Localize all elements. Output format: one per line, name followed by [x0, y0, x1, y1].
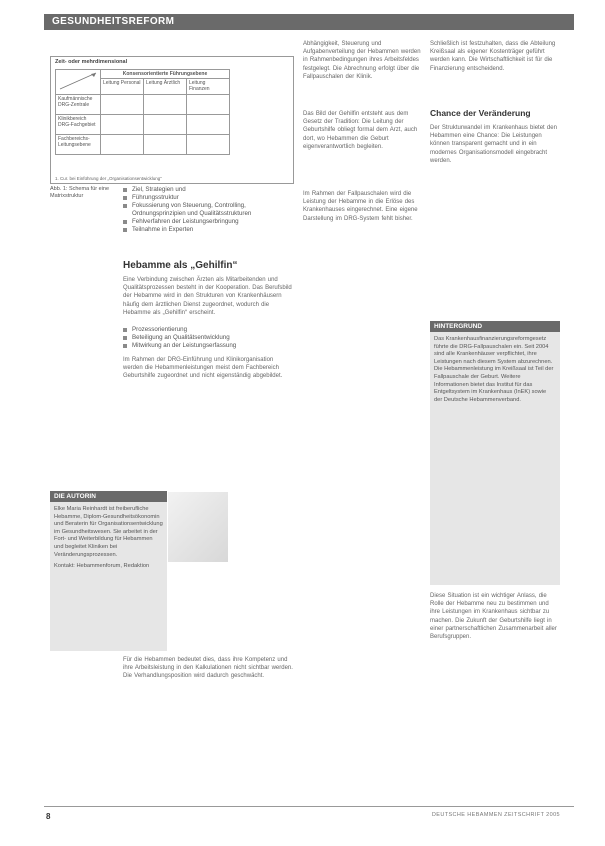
matrix-col-header: Leitung Finanzen [187, 79, 230, 95]
bullet-item: Mitwirkung an der Leistungserfassung [123, 342, 295, 350]
matrix-corner [56, 70, 101, 95]
figure-title: Zeit- oder mehrdimensional [55, 59, 128, 65]
bullet-list [123, 186, 295, 234]
bullet-item: Ziel, Strategien und [123, 186, 295, 194]
author-portrait [168, 492, 228, 562]
matrix-figure [50, 56, 294, 184]
matrix-cell [144, 115, 187, 135]
bullet-item: Fehlverfahren der Leistungserbringung [123, 218, 295, 226]
paragraph: Das Bild der Gehilfin entsteht aus dem Gesetz der Tradition: Die Leitung der Geburtshilfe obliegt formal dem Arzt, auch dort, wo Hebammen die Geburt eigenverantwortlich begleiten. [303, 111, 418, 150]
author-box [50, 491, 167, 651]
matrix-table [55, 69, 230, 155]
section-title: GESUNDHEITSREFORM [52, 16, 175, 27]
bullet-item: Prozessorientierung [123, 326, 295, 334]
matrix-col-header: Leitung Personal [101, 79, 144, 95]
heading-chance: Chance der Veränderung [430, 108, 531, 118]
page-number: 8 [46, 812, 51, 821]
section-header-band [44, 14, 574, 30]
background-box [430, 321, 560, 585]
matrix-row-header: Kaufmännische DRG-Zentrale [56, 95, 101, 115]
matrix-row-header: Fachbereichs- Leitungsebene [56, 135, 101, 155]
matrix-cell [187, 135, 230, 155]
paragraph: Im Rahmen der DRG-Einführung und Klinikorganisation werden die Hebammenleistungen meist dem Fachbereich Geburtshilfe zugeordnet und nicht eigenständig abgebildet. [123, 357, 283, 380]
bullet-item: Teilnahme in Experten [123, 226, 295, 234]
author-bio: Elke Maria Reinhardt ist freiberufliche Hebamme, Diplom-Gesundheitsökonomin und Beraterin für Organisationsentwicklung im Gesundheitswesen. Sie arbeitet in der Fort- und Weiterbildung für Hebammen und begleitet Kliniken bei Veränderungsprozessen. [54, 506, 163, 558]
matrix-row-header: Klinikbereich DRG-Fachgebiet [56, 115, 101, 135]
matrix-cell [187, 95, 230, 115]
figure-caption: Abb. 1: Schema für eine Matrixstruktur [50, 186, 110, 199]
paragraph: Diese Situation ist ein wichtiger Anlass, die Rolle der Hebamme neu zu bestimmen und ihre Leistungen im Krankenhaus sichtbar zu machen. Die Zukunft der Geburtshilfe liegt in einer partnerschaftlichen Zusammenarbeit aller Berufsgruppen. [430, 593, 557, 641]
matrix-col-header: Leitung Ärztlich [144, 79, 187, 95]
bullet-item: Fokussierung von Steuerung, Controlling, Ordnungsprinzipien und Qualitätsstrukturen [123, 202, 295, 218]
heading-hebamme: Hebamme als „Gehilfin“ [123, 260, 238, 271]
bullet-list-2 [123, 326, 295, 350]
bullet-item: Führungsstruktur [123, 194, 295, 202]
matrix-cell [144, 95, 187, 115]
paragraph: Schließlich ist festzuhalten, dass die Abteilung Kreißsaal als eigener Kostenträger geführt werden kann. Die Wirtschaftlichkeit ist für die Finanzierung entscheidend. [430, 41, 556, 72]
background-box-text: Das Krankenhausfinanzierungsreformgesetz führte die DRG-Fallpauschalen ein. Seit 2004 sind alle Krankenhäuser verpflichtet, ihre Leistungen nach diesem System abzurechnen. Die Hebammenleistung im Kreißsaal ist Teil der Fallpauschale der Geburt. Weitere Informationen bietet das Institut für das Entgeltsystem im Krankenhaus (InEK) sowie der Deutsche Hebammenverband. [434, 336, 554, 403]
footer-rule [44, 806, 574, 807]
paragraph: Der Strukturwandel im Krankenhaus bietet den Hebammen eine Chance: Die Leistungen können transparent gemacht und in ein modernes Organisationsmodell eingebracht werden. [430, 125, 557, 164]
background-box-title: HINTERGRUND [430, 321, 560, 332]
matrix-cell [101, 95, 144, 115]
matrix-cell [144, 135, 187, 155]
figure-footnote: 1. Cur. bei Einführung der „Organisationsentwicklung“ [55, 176, 162, 181]
paragraph-wrap [235, 492, 295, 500]
diagonal-arrow-icon [58, 71, 98, 91]
paragraph: Abhängigkeit, Steuerung und Aufgabenverteilung der Hebammen werden in Rahmenbedingungen ihres Arbeitsfeldes festgelegt. Die Abrechnung erfolgt über die Fallpauschalen der Klinik. [303, 41, 421, 80]
matrix-cell [101, 115, 144, 135]
matrix-cell [187, 115, 230, 135]
author-contact: Kontakt: Hebammenforum, Redaktion [54, 563, 150, 570]
paragraph: Im Rahmen der Fallpauschalen wird die Leistung der Hebamme in die Erlöse des Krankenhauses eingerechnet. Eine eigene Darstellung im DRG-System fehlt bisher. [303, 191, 418, 222]
matrix-cell [101, 135, 144, 155]
journal-footer: DEUTSCHE HEBAMMEN ZEITSCHRIFT 2005 [431, 812, 560, 818]
matrix-col-group: Konsensorientierte Führungsebene [101, 70, 230, 79]
paragraph: Eine Verbindung zwischen Ärzten als Mitarbeitenden und Qualitätsprozessen besteht in der Kooperation. Das Berufsbild der Hebamme wird in den Strukturen von Krankenhäusern häufig dem ärztlichen Dienst zugeordnet, wodurch die Hebamme als „Gehilfin“ erscheint. [123, 277, 292, 316]
paragraph: Für die Hebammen bedeutet dies, dass ihre Kompetenz und ihre Arbeitsleistung in den Kalkulationen nicht sichtbar werden. Die Verhandlungsposition wird dadurch geschwächt. [123, 657, 293, 680]
bullet-item: Beteiligung an Qualitätsentwicklung [123, 334, 295, 342]
author-box-title: DIE AUTORIN [50, 491, 167, 502]
